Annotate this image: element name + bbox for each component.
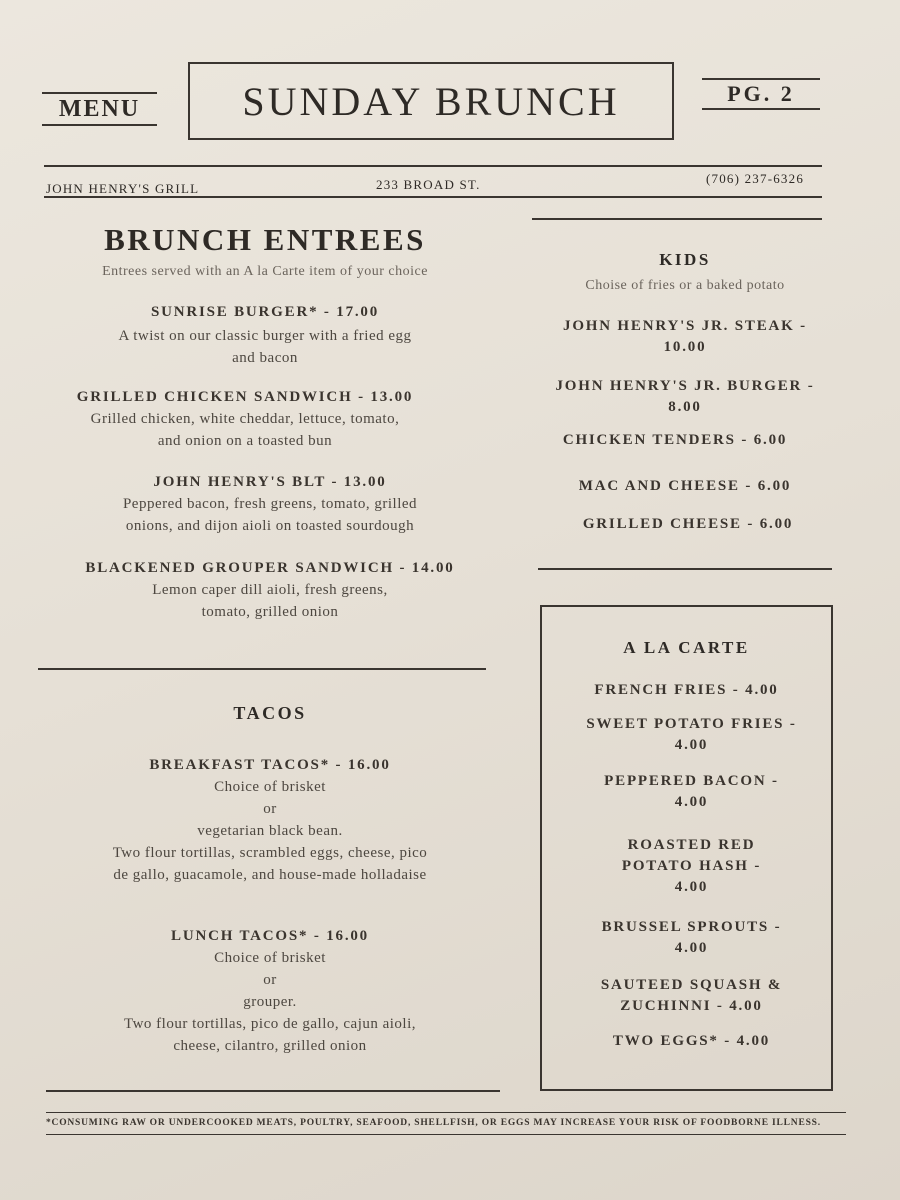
entree-desc: Grilled chicken, white cheddar, lettuce, tomato, — [90, 411, 400, 427]
carte-item-name: FRENCH FRIES - 4.00 — [594, 682, 779, 698]
entree-item — [30, 474, 510, 537]
carte-item-price: 4.00 — [674, 940, 709, 956]
carte-item-price: 4.00 — [674, 879, 709, 895]
entree-name: SUNRISE BURGER* - 17.00 — [150, 304, 380, 320]
entree-desc: Lemon caper dill aioli, fresh greens, — [152, 582, 388, 598]
kids-item-name: GRILLED CHEESE - 6.00 — [582, 516, 794, 532]
taco-desc: cheese, cilantro, grilled onion — [173, 1038, 367, 1054]
kids-item-price: 10.00 — [663, 339, 707, 355]
carte-item — [545, 977, 838, 1015]
taco-desc: grouper. — [243, 994, 297, 1010]
entree-name: GRILLED CHICKEN SANDWICH - 13.00 — [76, 389, 414, 405]
entree-item — [30, 304, 500, 369]
divider — [46, 1090, 500, 1092]
entree-desc: onions, and dijon aioli on toasted sourdough — [125, 518, 415, 534]
taco-name: BREAKFAST TACOS* - 16.00 — [149, 757, 391, 773]
entree-desc: A twist on our classic burger with a fried egg — [118, 328, 412, 344]
divider — [532, 218, 822, 220]
taco-item — [30, 757, 510, 886]
entree-name: JOHN HENRY'S BLT - 13.00 — [153, 474, 387, 490]
menu-label: MENU — [42, 92, 157, 126]
taco-desc: Choice of brisket — [214, 779, 326, 795]
kids-item — [530, 432, 820, 449]
divider — [38, 668, 486, 670]
entrees-section — [30, 222, 500, 280]
taco-desc: de gallo, guacamole, and house-made holladaise — [113, 867, 427, 883]
carte-item — [545, 716, 838, 754]
carte-item-price: 4.00 — [674, 794, 709, 810]
phone: (706) 237-6326 — [706, 171, 805, 186]
entrees-heading: BRUNCH ENTREES — [104, 222, 426, 257]
carte-item-name: SWEET POTATO FRIES - — [586, 716, 797, 732]
divider — [46, 1134, 846, 1135]
kids-item — [540, 378, 830, 416]
carte-item-name: SAUTEED SQUASH & — [600, 977, 783, 993]
divider — [538, 568, 832, 570]
carte-item-price: 4.00 — [674, 737, 709, 753]
divider — [44, 165, 822, 167]
kids-item-name: JOHN HENRY'S JR. BURGER - — [555, 378, 815, 394]
entree-desc: and bacon — [232, 350, 298, 366]
taco-desc: Choice of brisket — [214, 950, 326, 966]
allergy-disclaimer: *CONSUMING RAW OR UNDERCOOKED MEATS, POULTRY, SEAFOOD, SHELLFISH, OR EGGS MAY INCREASE YOUR RISK OF FOODBORNE ILLNESS. — [46, 1118, 821, 1128]
taco-desc: Two flour tortillas, pico de gallo, cajun aioli, — [123, 1016, 417, 1032]
carte-item-name: TWO EGGS* - 4.00 — [612, 1033, 771, 1049]
kids-section — [540, 250, 830, 294]
entree-item — [30, 389, 460, 452]
divider — [44, 196, 822, 198]
address: 233 BROAD ST. — [376, 177, 481, 192]
taco-desc: or — [263, 972, 277, 988]
carte-item-name: BRUSSEL SPROUTS - — [601, 919, 782, 935]
entree-desc: tomato, grilled onion — [201, 604, 339, 620]
carte-item — [545, 837, 838, 896]
carte-item — [540, 682, 833, 699]
taco-desc: vegetarian black bean. — [197, 823, 343, 839]
entree-item — [30, 560, 510, 623]
restaurant-name: JOHN HENRY'S GRILL — [46, 181, 200, 196]
kids-item — [540, 478, 830, 495]
taco-desc: or — [263, 801, 277, 817]
carte-item-name: ZUCHINNI - 4.00 — [620, 998, 763, 1014]
kids-note: Choise of fries or a baked potato — [585, 278, 785, 293]
page-number: PG. 2 — [702, 78, 820, 110]
entree-name: BLACKENED GROUPER SANDWICH - 14.00 — [85, 560, 455, 576]
entree-desc: and onion on a toasted bun — [157, 433, 333, 449]
carte-item — [545, 773, 838, 811]
kids-item — [540, 318, 830, 356]
kids-heading: KIDS — [659, 250, 711, 269]
divider — [46, 1112, 846, 1113]
kids-item-price: 8.00 — [668, 399, 702, 415]
taco-name: LUNCH TACOS* - 16.00 — [171, 928, 369, 944]
kids-item-name: MAC AND CHEESE - 6.00 — [578, 478, 792, 494]
entrees-note: Entrees served with an A la Carte item of your choice — [102, 264, 428, 279]
carte-item-name: PEPPERED BACON - — [604, 773, 779, 789]
entree-desc: Peppered bacon, fresh greens, tomato, grilled — [122, 496, 418, 512]
carte-item — [545, 919, 838, 957]
taco-desc: Two flour tortillas, scrambled eggs, cheese, pico — [112, 845, 428, 861]
tacos-heading: TACOS — [233, 703, 307, 723]
carte-item — [545, 1033, 838, 1050]
page-title: SUNDAY BRUNCH — [188, 62, 674, 140]
taco-item — [30, 928, 510, 1057]
carte-item-name: POTATO HASH - — [621, 858, 762, 874]
carte-item-name: ROASTED RED — [627, 837, 756, 853]
carte-heading: A LA CARTE — [623, 638, 750, 657]
kids-item — [543, 516, 833, 533]
kids-item-name: CHICKEN TENDERS - 6.00 — [562, 432, 788, 448]
kids-item-name: JOHN HENRY'S JR. STEAK - — [563, 318, 807, 334]
